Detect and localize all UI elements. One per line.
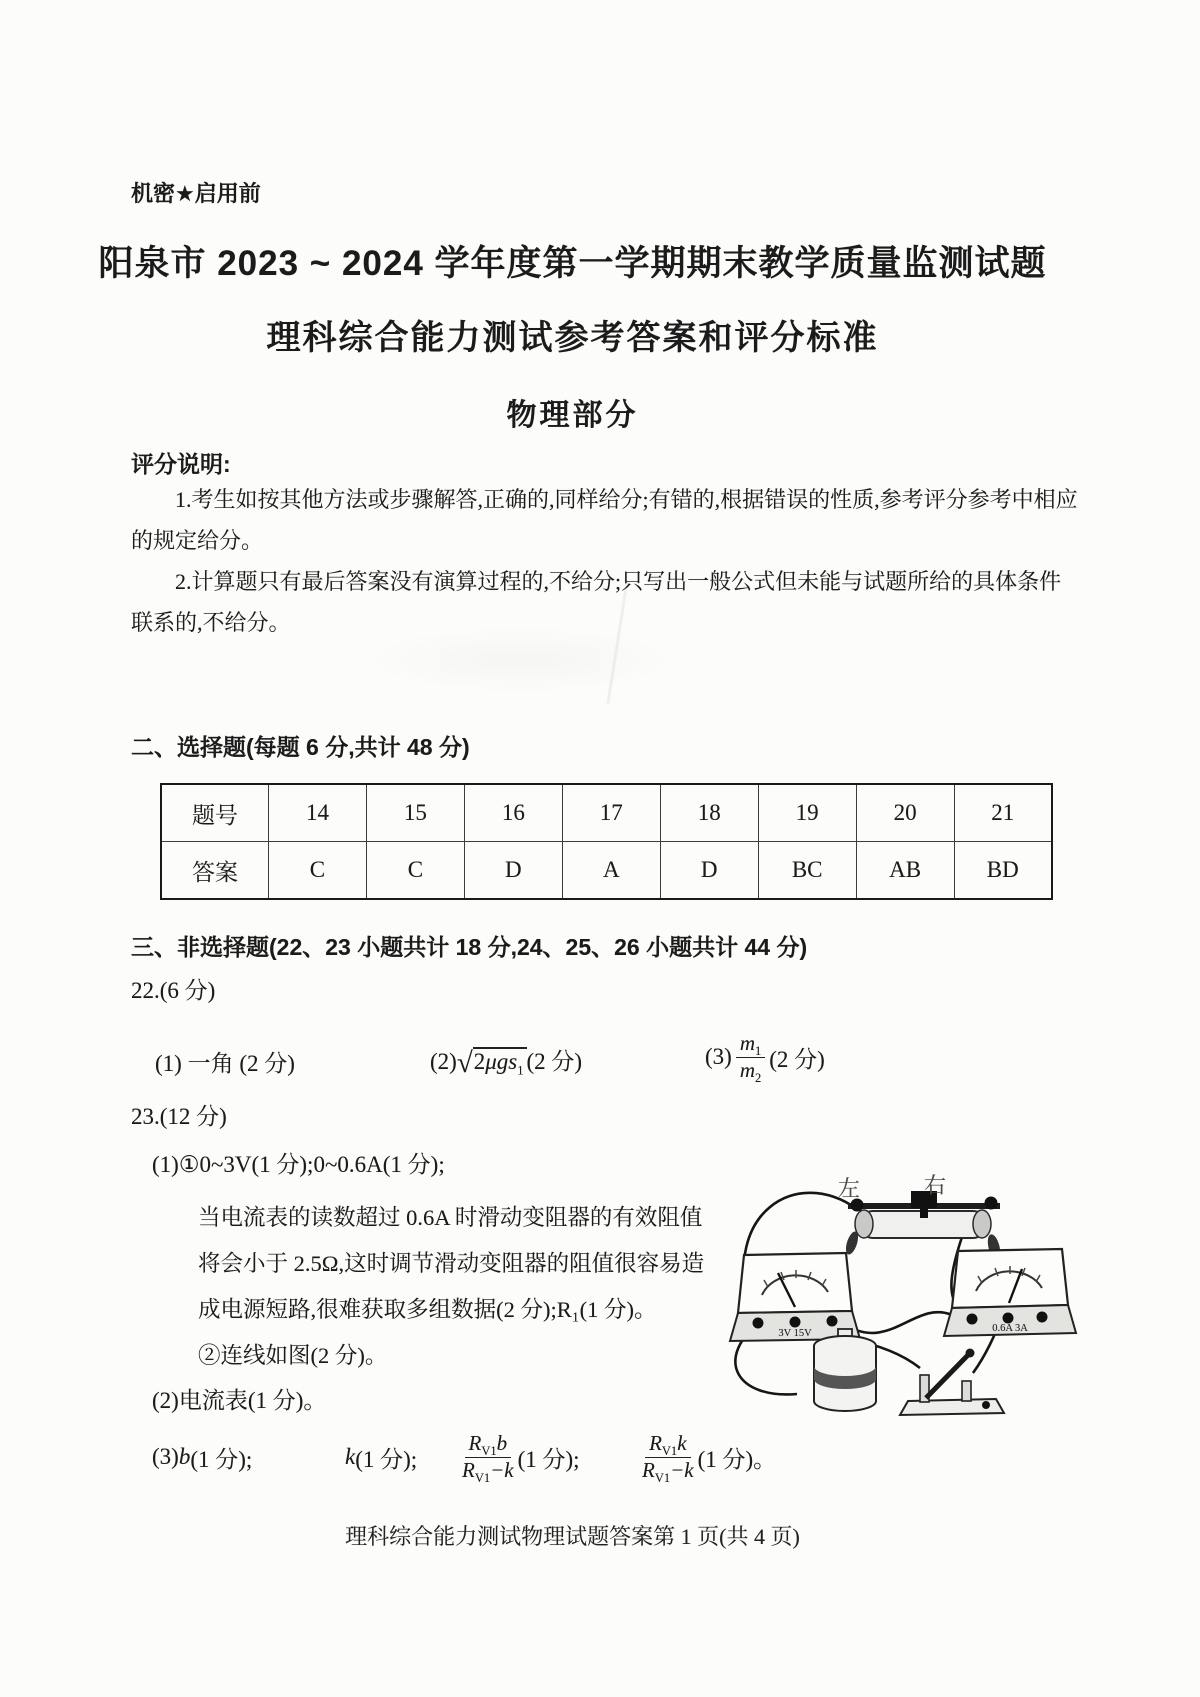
page-title: 阳泉市 2023 ~ 2024 学年度第一学期期末教学质量监测试题 [98,244,1047,283]
q23-part3-prefix: (3) [152,1444,179,1469]
numerator-subscript: 1 [755,1044,762,1059]
denominator-rest: −k [490,1457,514,1482]
table-cell: D [464,842,562,900]
fraction-denominator [740,1058,761,1083]
denominator-subscript: V1 [474,1470,491,1485]
table-cell: C [366,842,464,900]
rheostat-slider-stem [920,1207,928,1218]
page-footer: 理科综合能力测试物理试题答案第 1 页(共 4 页) [345,1524,800,1549]
scoring-notes-heading: 评分说明: [131,451,231,477]
table-cell: 14 [269,784,367,842]
mass-ratio-fraction [736,1031,765,1085]
numerator-subscript: V1 [481,1444,497,1459]
voltmeter-terminal [827,1316,838,1327]
rheostat-left-label: 左 [838,1176,861,1201]
rheostat-right-label: 右 [924,1173,947,1198]
voltmeter-face [738,1253,852,1313]
answer-table [160,783,1053,900]
table-cell: 16 [464,784,562,842]
q23-part2-answer: (2)电流表(1 分)。 [152,1388,327,1413]
numerator-subscript: V1 [661,1444,678,1459]
rheostat-right-cap [973,1210,991,1238]
table-cell: 15 [366,784,464,842]
table-cell: 17 [562,784,660,842]
table-cell: BD [954,842,1052,900]
ammeter-range-label: 0.6A 3A [992,1323,1028,1334]
table-cell: C [269,842,367,900]
denominator-rest: −k [670,1457,694,1482]
ammeter-terminal [1037,1312,1048,1323]
q23-part3-score: (1 分); [355,1446,418,1472]
q22-part3-prefix: (3) [705,1044,732,1070]
fraction-denominator [642,1458,694,1483]
variable-k: k [345,1444,356,1469]
q23-part3-score: (1 分)。 [697,1446,777,1472]
q23-explanation-line: 当电流表的读数超过 0.6A 时滑动变阻器的有效阻值 [198,1205,703,1230]
q23-part3-fraction1 [458,1430,580,1485]
numerator-variable: m [739,1031,755,1055]
q22-part3-score: (2 分) [769,1046,825,1072]
q23-part3-item-k [345,1432,417,1482]
q23-wiring-line: ②连线如图(2 分)。 [198,1343,388,1368]
table-cell: AB [856,842,954,900]
rheostat-left-cap [855,1210,873,1238]
table-cell: 19 [758,784,856,842]
radicand-subscript: 1 [517,1063,524,1078]
table-cell: BC [758,842,856,900]
resistance-fraction [462,1430,514,1485]
q23-part3-score: (1 分); [190,1446,253,1472]
q23-part3-item-b [152,1432,252,1482]
switch-contact-post [962,1381,971,1401]
battery-cell [814,1329,876,1411]
table-cell: 21 [954,784,1052,842]
table-cell: A [562,842,660,900]
table-cell: 18 [660,784,758,842]
q23-explanation-line: 成电源短路,很难获取多组数据(2 分);R₁(1 分)。 [198,1297,657,1322]
variable-b: b [178,1444,191,1469]
radicand [473,1047,527,1078]
numerator-factor: b [496,1430,508,1455]
voltmeter [730,1253,860,1341]
denominator-variable: m [739,1057,755,1082]
table-cell: 20 [856,784,954,842]
scoring-notes [131,479,1079,643]
numerator-factor: k [677,1430,687,1455]
rheostat-right-terminal [985,1197,998,1210]
numerator-variable: R [649,1430,662,1455]
table-row-answers [161,842,1052,900]
non-choice-section-heading: 三、非选择题(22、23 小题共计 18 分,24、25、26 小题共计 44 分) [131,934,808,960]
q22-part1-answer: (1) 一角 (2 分) [155,1051,295,1076]
circuit-diagram [700,1163,1088,1438]
switch [900,1349,1004,1416]
fraction-numerator [465,1432,512,1458]
fraction-numerator [645,1432,690,1458]
confidential-label: 机密★启用前 [131,181,261,206]
table-cell: D [660,842,758,900]
q22-part2-prefix: (2) [430,1049,457,1074]
denominator-subscript: 2 [755,1070,762,1085]
scoring-note-2: 2.计算题只有最后答案没有演算过程的,不给分;只写出一般公式但未能与试题所给的具体条件联系的,不给分。 [131,569,1062,635]
scoring-note-1: 1.考生如按其他方法或步骤解答,正确的,同样给分;有错的,根据错误的性质,参考评分参考中相应的规定给分。 [131,487,1078,553]
page-subtitle: 理科综合能力测试参考答案和评分标准 [266,319,879,357]
fraction-denominator [462,1458,514,1483]
ammeter-terminal [967,1314,978,1325]
table-header-cell: 答案 [161,842,269,900]
voltmeter-terminal [753,1318,764,1329]
radicand-variables: μgs [485,1049,518,1074]
voltmeter-range-label: 3V 15V [778,1328,812,1339]
q23-part3-fraction2 [638,1430,777,1485]
choice-section-heading: 二、选择题(每题 6 分,共计 48 分) [131,734,470,760]
q22-part2-answer [430,1043,582,1078]
denominator-variable: R [642,1457,655,1482]
table-header-cell: 题号 [161,784,269,842]
switch-terminal [982,1401,990,1409]
ammeter-terminal [1003,1313,1014,1324]
q23-label: 23.(12 分) [131,1104,227,1129]
q23-explanation [198,1195,704,1379]
q22-part2-score: (2 分) [526,1049,583,1074]
q23-part1-ranges: (1)①0~3V(1 分);0~0.6A(1 分); [152,1152,445,1177]
q23-part3-score: (1 分); [517,1446,580,1472]
q23-explanation-line: 将会小于 2.5Ω,这时调节滑动变阻器的阻值很容易造 [198,1251,705,1276]
denominator-subscript: V1 [654,1470,671,1485]
ammeter [944,1249,1076,1336]
q22-label: 22.(6 分) [131,978,216,1003]
numerator-variable: R [468,1430,482,1455]
resistance-fraction [642,1430,694,1485]
fraction-numerator [736,1032,765,1058]
table-row-question-numbers [161,784,1052,842]
radical-sign: √ [456,1047,473,1079]
q22-part3-answer [705,1031,825,1085]
section-title: 物理部分 [506,399,639,432]
voltmeter-terminal [790,1317,801,1328]
switch-lever-knob [966,1349,975,1358]
radicand-coefficient: 2 [473,1049,486,1074]
denominator-variable: R [462,1457,475,1482]
